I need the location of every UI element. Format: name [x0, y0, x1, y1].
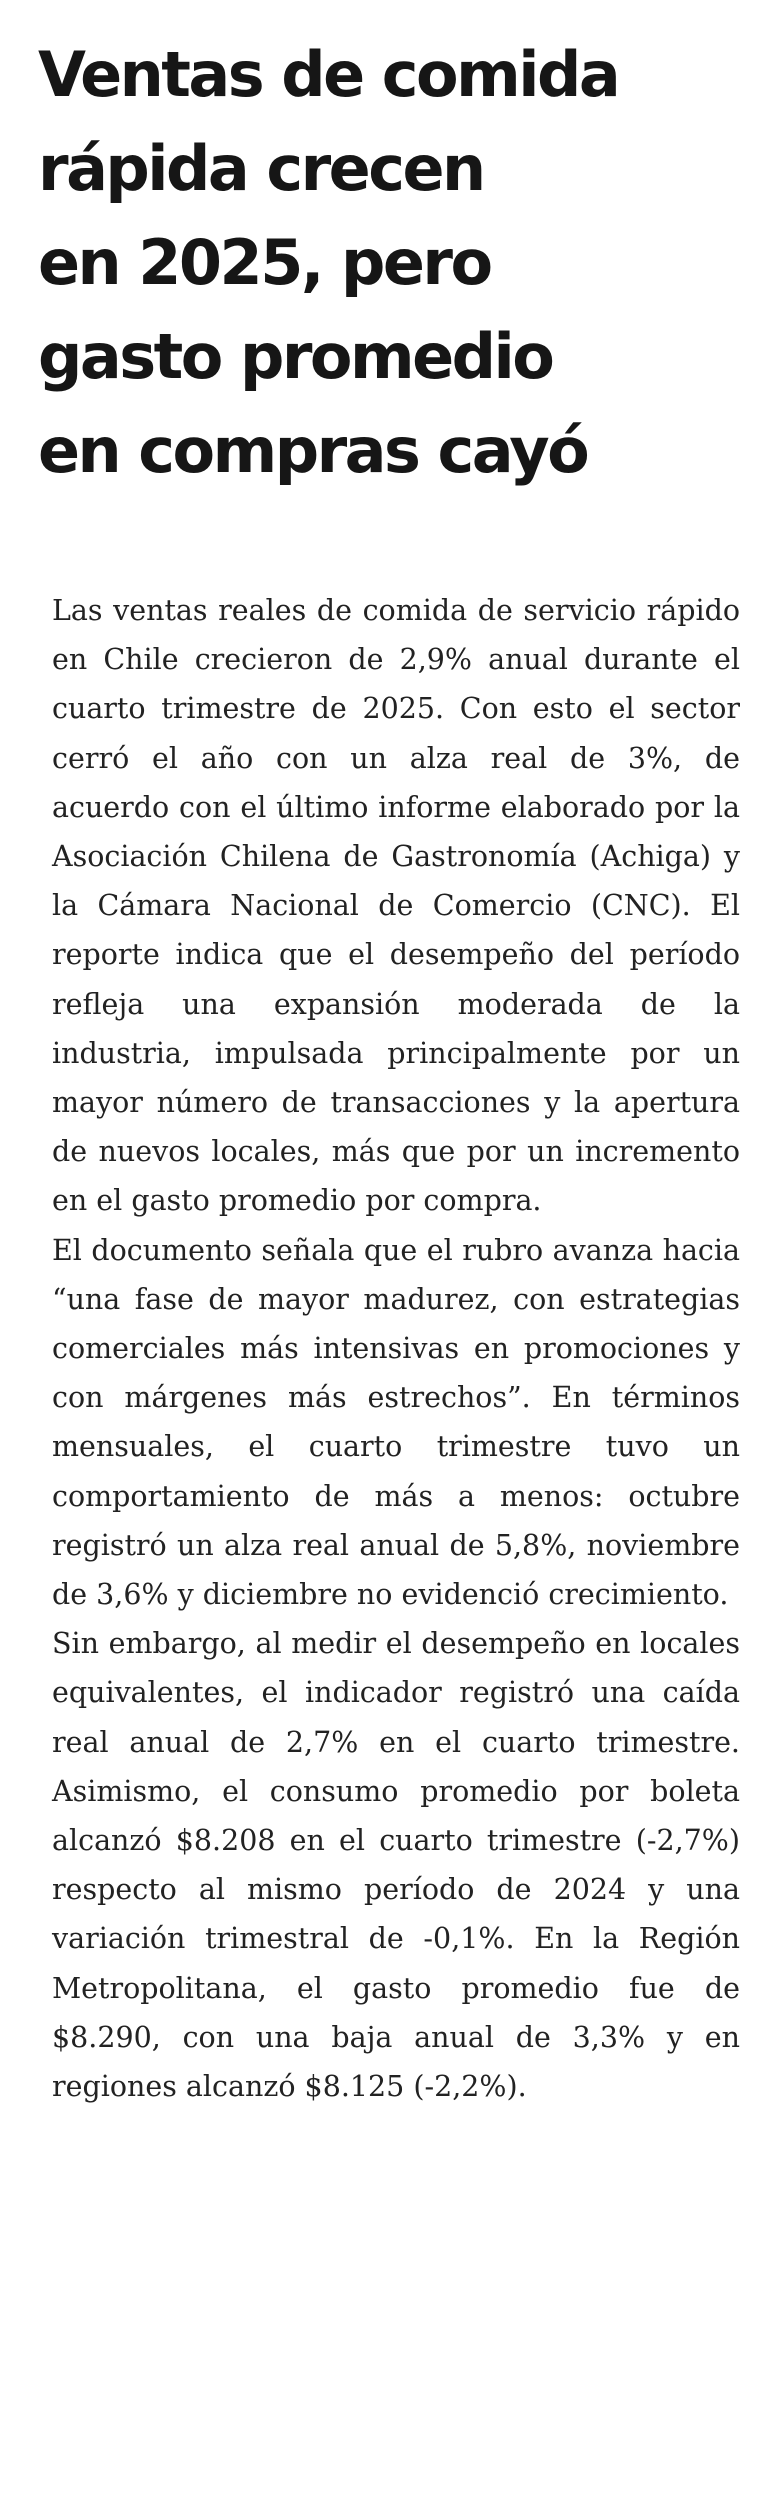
headline-line: gasto promedio — [38, 320, 553, 393]
paragraph: El documento señala que el rubro avanza hacia “una fase de mayor madurez, con estrategias comerciales más intensivas en promociones y con márgenes más estrechos”. En términos mensuales, el cuarto trimestre tuvo un comportamiento de más a menos: octubre registró un alza real anual de 5,8%, noviembre de 3,6% y diciembre no evidenció crecimiento. — [52, 1233, 740, 1612]
headline-line: Ventas de comida — [38, 38, 619, 111]
headline — [38, 28, 758, 498]
headline-line: en 2025, pero — [38, 226, 491, 299]
paragraph: Sin embargo, al medir el desempeño en locales equivalentes, el indicador registró una caída real anual de 2,7% en el cuarto trimestre. Asimismo, el consumo promedio por boleta alcanzó $8.208 en el cuarto trimestre (-2,7%) respecto al mismo período de 2024 y una variación trimestral de -0,1%. En la Región Metropolitana, el gasto promedio fue de $8.290, con una baja anual de 3,3% y en regiones alcanzó $8.125 (-2,2%). — [52, 1627, 740, 2104]
article-body — [52, 586, 740, 2111]
headline-line: rápida crecen — [38, 132, 484, 205]
headline-line: en compras cayó — [38, 414, 588, 487]
paragraph: Las ventas reales de comida de servicio rápido en Chile crecieron de 2,9% anual durante el cuarto trimestre de 2025. Con esto el sector cerró el año con un alza real de 3%, de acuerdo con el último informe elaborado por la Asociación Chilena de Gastronomía (Achiga) y la Cámara Nacional de Comercio (CNC). El reporte indica que el desempeño del período refleja una expansión moderada de la industria, impulsada principalmente por un mayor número de transacciones y la apertura de nuevos locales, más que por un incremento en el gasto promedio por compra. — [52, 594, 740, 1218]
